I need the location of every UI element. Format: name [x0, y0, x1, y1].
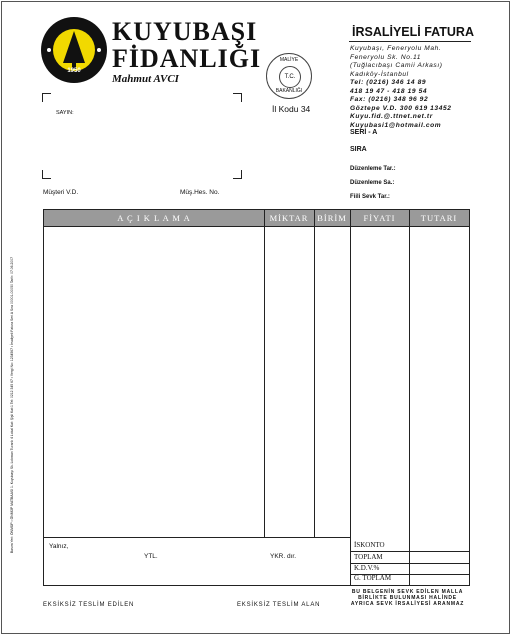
- brand-name-line2: FİDANLIĞI: [112, 44, 262, 73]
- column-header-miktar: MİKTAR: [269, 213, 309, 223]
- stamp-ring-top: MALİYE: [279, 57, 299, 63]
- items-table: [43, 209, 470, 586]
- dispatch-note: [344, 589, 471, 607]
- company-address: [350, 45, 452, 130]
- address-line: Kuyubasi1@hotmail.com: [350, 121, 442, 129]
- table-header: [44, 210, 469, 227]
- ytl-label: YTL.: [144, 553, 158, 560]
- address-box-corner: [233, 93, 242, 102]
- stamp-center: T.C.: [279, 66, 301, 88]
- brand-name-line1: KUYUBAŞI: [112, 17, 258, 46]
- note-line: BU BELGENİN SEVK EDİLEN MALLA: [351, 589, 464, 595]
- address-line: 418 19 47 - 418 19 54: [350, 87, 428, 95]
- column-header-fiyati: FİYATI: [363, 213, 396, 223]
- column-divider: [314, 210, 315, 537]
- address-line: (Tuğlacıbaşı Camii Arkası): [350, 62, 443, 69]
- sayin-label: SAYIN:: [56, 110, 74, 116]
- column-divider: [350, 210, 351, 585]
- il-kodu: İl Kodu 34: [272, 104, 311, 114]
- footer-divider: [44, 537, 350, 538]
- column-header-birim: BİRİM: [317, 213, 347, 223]
- address-box-corner: [42, 170, 51, 179]
- address-line: Feneryolu Sk. No.11: [350, 53, 422, 61]
- musteri-vd-label: Müşteri V.D.: [43, 189, 79, 196]
- ministry-stamp: [266, 53, 312, 99]
- column-header-aciklama: A Ç I K L A M A: [117, 213, 191, 223]
- note-line: BİRLİKTE BULUNMASI HALİNDE: [358, 595, 457, 601]
- address-line: Fax: (0216) 348 96 92: [350, 96, 429, 103]
- ykr-label: YKR. dır.: [270, 553, 297, 560]
- seri-label: SERİ - A: [350, 129, 378, 136]
- address-line: Kadıköy-İstanbul: [350, 70, 409, 78]
- note-line: AYRICA SEVK İRSALİYESİ ARANMAZ: [350, 601, 465, 607]
- duzenleme-saati-label: Düzenleme Sa.:: [350, 180, 395, 186]
- totals-row-line: [350, 551, 469, 552]
- teslim-alan-label: EKSİKSİZ TESLİM ALAN: [237, 602, 321, 608]
- toplam-label: TOPLAM: [354, 553, 383, 561]
- teslim-eden-label: EKSİKSİZ TESLİM EDİLEN: [43, 602, 135, 608]
- logo-year: 1950: [67, 68, 81, 74]
- address-line: Tel: (0216) 346 14 89: [350, 79, 427, 86]
- column-divider: [409, 210, 410, 585]
- sira-label: SIRA: [350, 146, 367, 153]
- kdv-label: K.D.V.%: [354, 564, 380, 572]
- address-box-corner: [42, 93, 51, 102]
- column-divider: [264, 210, 265, 537]
- address-line: Kuyu.fid.@.ttnet.net.tr: [350, 113, 433, 120]
- document-title: İRSALİYELİ FATURA: [352, 25, 474, 39]
- address-box-corner: [233, 170, 242, 179]
- iskonto-label: İSKONTO: [354, 541, 385, 549]
- stamp-ring-bottom: BAKANLIĞI: [275, 88, 303, 94]
- genel-toplam-label: G. TOPLAM: [354, 574, 392, 582]
- fiili-sevk-tarihi-label: Fiili Sevk Tar.:: [350, 194, 390, 200]
- printer-imprint-text: Basım Yeri: ÖNMÜP • ÖNMÜP MATBAASI 1. Kuyubaşı Sk. Lokman Turanlı 4 Lokal Kat: Şişli Kat:1 Tel: 0212 345 67 • Vergi No: 1234567 • İrsaliyeli Fatura Seri A Sıra 00001-00050 Tarih: 07.06.2007: [10, 256, 14, 554]
- title-underline: [349, 41, 471, 42]
- address-line: Göztepe V.D. 300 619 13452: [350, 104, 452, 112]
- printer-imprint: [8, 227, 16, 587]
- musteri-hesap-no-label: Müş.Hes. No.: [180, 189, 220, 196]
- column-header-tutari: TUTARI: [420, 213, 458, 223]
- owner-name: Mahmut AVCI: [112, 73, 179, 85]
- duzenleme-tarihi-label: Düzenleme Tar.:: [350, 166, 396, 172]
- address-line: Kuyubaşı, Feneryolu Mah.: [350, 45, 442, 52]
- yalniz-label: Yalnız,: [49, 543, 69, 550]
